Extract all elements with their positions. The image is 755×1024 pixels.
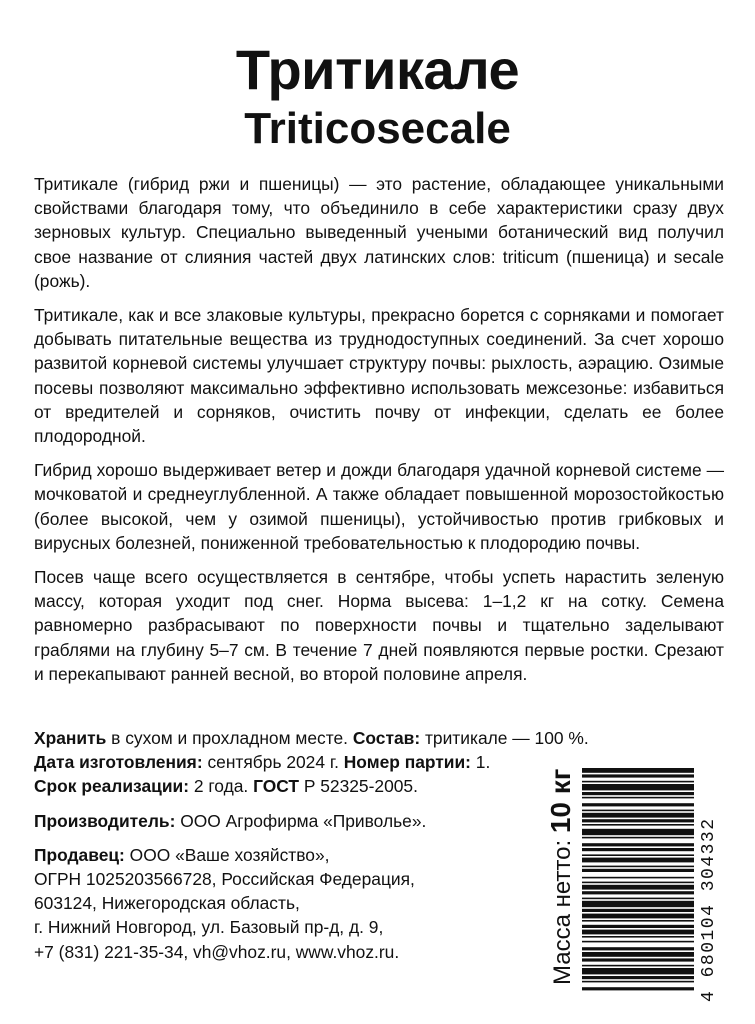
barcode-bar: [582, 936, 694, 938]
producer-line: [34, 809, 554, 833]
barcode-bar: [582, 930, 694, 935]
seller-label: Продавец:: [34, 844, 125, 865]
barcode-bar: [582, 866, 694, 868]
composition-label: Состав:: [352, 728, 421, 748]
barcode-bar: [582, 952, 694, 957]
barcode-bar: [582, 976, 694, 979]
net-weight-value: 10 кг: [545, 768, 576, 834]
shelf-life-gost-line: [34, 774, 554, 798]
barcode-bar: [582, 901, 694, 907]
barcode-bar: [582, 968, 694, 974]
barcode-bar: [582, 781, 694, 783]
barcode-bar: [582, 882, 694, 884]
barcode-bar: [582, 920, 694, 922]
storage-label: Хранить: [34, 728, 107, 748]
batch-text: 1.: [470, 752, 491, 773]
producer-text: ООО Агрофирма «Приволье».: [175, 810, 427, 831]
seller-address: г. Нижний Новгород, ул. Базовый пр-д, д. 9,: [34, 917, 384, 938]
barcode-bar: [582, 810, 694, 812]
barcode-bar: [582, 803, 694, 806]
gost-label: ГОСТ: [253, 776, 299, 797]
barcode-bar: [582, 837, 694, 839]
barcode-bar: [582, 819, 694, 822]
barcode-bar: [582, 987, 694, 990]
barcode-bar: [582, 824, 694, 826]
description-paragraph: Тритикале, как и все злаковые культуры, прекрасно борется с сорняками и помогает добывать питательные вещества из труднодоступных соединений. За счет хорошо развитой корневой системы улучшает структуру почвы: рыхлость, аэрацию. Озимые посевы позволяют максимально эффективно использовать межсезонье: избавиться от вредителей и сорняков, очистить почву от инфекции, сделать ее более плодородной.: [34, 305, 724, 447]
barcode-bar: [582, 843, 694, 846]
seller-line: [34, 843, 554, 867]
barcode-bar: [582, 813, 694, 818]
manufacture-date-label: Дата изготовления:: [34, 752, 203, 773]
net-weight: [546, 735, 576, 985]
barcode-digits: 4 680104 304332: [699, 817, 719, 1002]
seller-region: 603124, Нижегородская область,: [34, 893, 300, 914]
description-paragraph: Тритикале (гибрид ржи и пшеницы) — это растение, обладающее уникальными свойствами благодаря тому, что объединило в себе характеристики сразу двух зерновых культур. Специально выведенный учеными ботанический вид получил свое название от слияния частей двух латинских слов: triticum (пшеница) и secale (рожь).: [34, 174, 724, 291]
barcode-bar: [582, 774, 694, 777]
date-batch-line: [34, 750, 554, 774]
storage-text: в сухом и прохладном месте.: [106, 728, 353, 748]
barcode-bar: [582, 877, 694, 879]
shelf-life-text: 2 года.: [189, 776, 254, 797]
barcode-bar: [582, 848, 694, 851]
description-paragraph: Гибрид хорошо выдерживает ветер и дожди благодаря удачной корневой системе — мочковатой и среднеуглубленной. А также обладает повышенной морозостойкостью (более высокой, чем у озимой пшеницы), устойчивостью против грибковых и вирусных болезней, пониженной требовательностью к плодородию почвы.: [34, 460, 724, 553]
producer-label: Производитель:: [34, 810, 176, 831]
composition-text: тритикале — 100 %.: [420, 728, 589, 748]
barcode-bar: [582, 858, 694, 863]
product-latin-name: Triticosecale: [244, 104, 511, 153]
barcode-bar: [582, 869, 694, 872]
barcode-bar: [582, 898, 694, 900]
barcode-bar: [582, 854, 694, 856]
seller-ogrn: ОГРН 1025203566728, Российская Федерация,: [34, 869, 415, 890]
barcode-bar: [582, 885, 694, 890]
gost-text: Р 52325-2005.: [298, 776, 418, 797]
description-paragraph: Посев чаще всего осуществляется в сентябре, чтобы успеть нарастить зеленую массу, которая уходит под снег. Норма высева: 1–1,2 кг на сотку. Семена равномерно разбрасывают по поверхности почвы и тщательно заделывают граблями на глубину 5–7 см. В течение 7 дней появляются первые ростки. Срезают и перекапывают ранней весной, во второй половине апреля.: [34, 567, 724, 684]
description: [34, 172, 724, 696]
product-title: Тритикале: [235, 38, 520, 101]
barcode-bar: [582, 909, 694, 912]
barcode-bar: [582, 958, 694, 961]
barcode-bar: [582, 914, 694, 919]
seller-contacts: +7 (831) 221-35-34, vh@vhoz.ru, www.vhoz.ru.: [34, 941, 400, 962]
batch-label: Номер партии:: [343, 752, 471, 773]
barcode-bar: [582, 981, 694, 983]
barcode-bar: [582, 925, 694, 928]
storage-composition-line: [34, 726, 589, 750]
barcode-bar: [582, 965, 694, 967]
shelf-life-label: Срок реализации:: [34, 776, 189, 797]
barcode-bar: [582, 784, 694, 790]
seller-name: ООО «Ваше хозяйство»,: [124, 844, 330, 865]
barcode-bar: [582, 792, 694, 795]
barcode-bar: [582, 797, 694, 799]
barcode-bar: [582, 768, 694, 773]
barcode-bar: [582, 829, 694, 835]
net-weight-label: Масса нетто:: [549, 833, 576, 985]
barcode-bar: [582, 891, 694, 894]
barcode: [582, 768, 694, 992]
barcode-bar: [582, 941, 694, 943]
manufacture-date-text: сентябрь 2024 г.: [202, 752, 344, 773]
barcode-bar: [582, 947, 694, 950]
